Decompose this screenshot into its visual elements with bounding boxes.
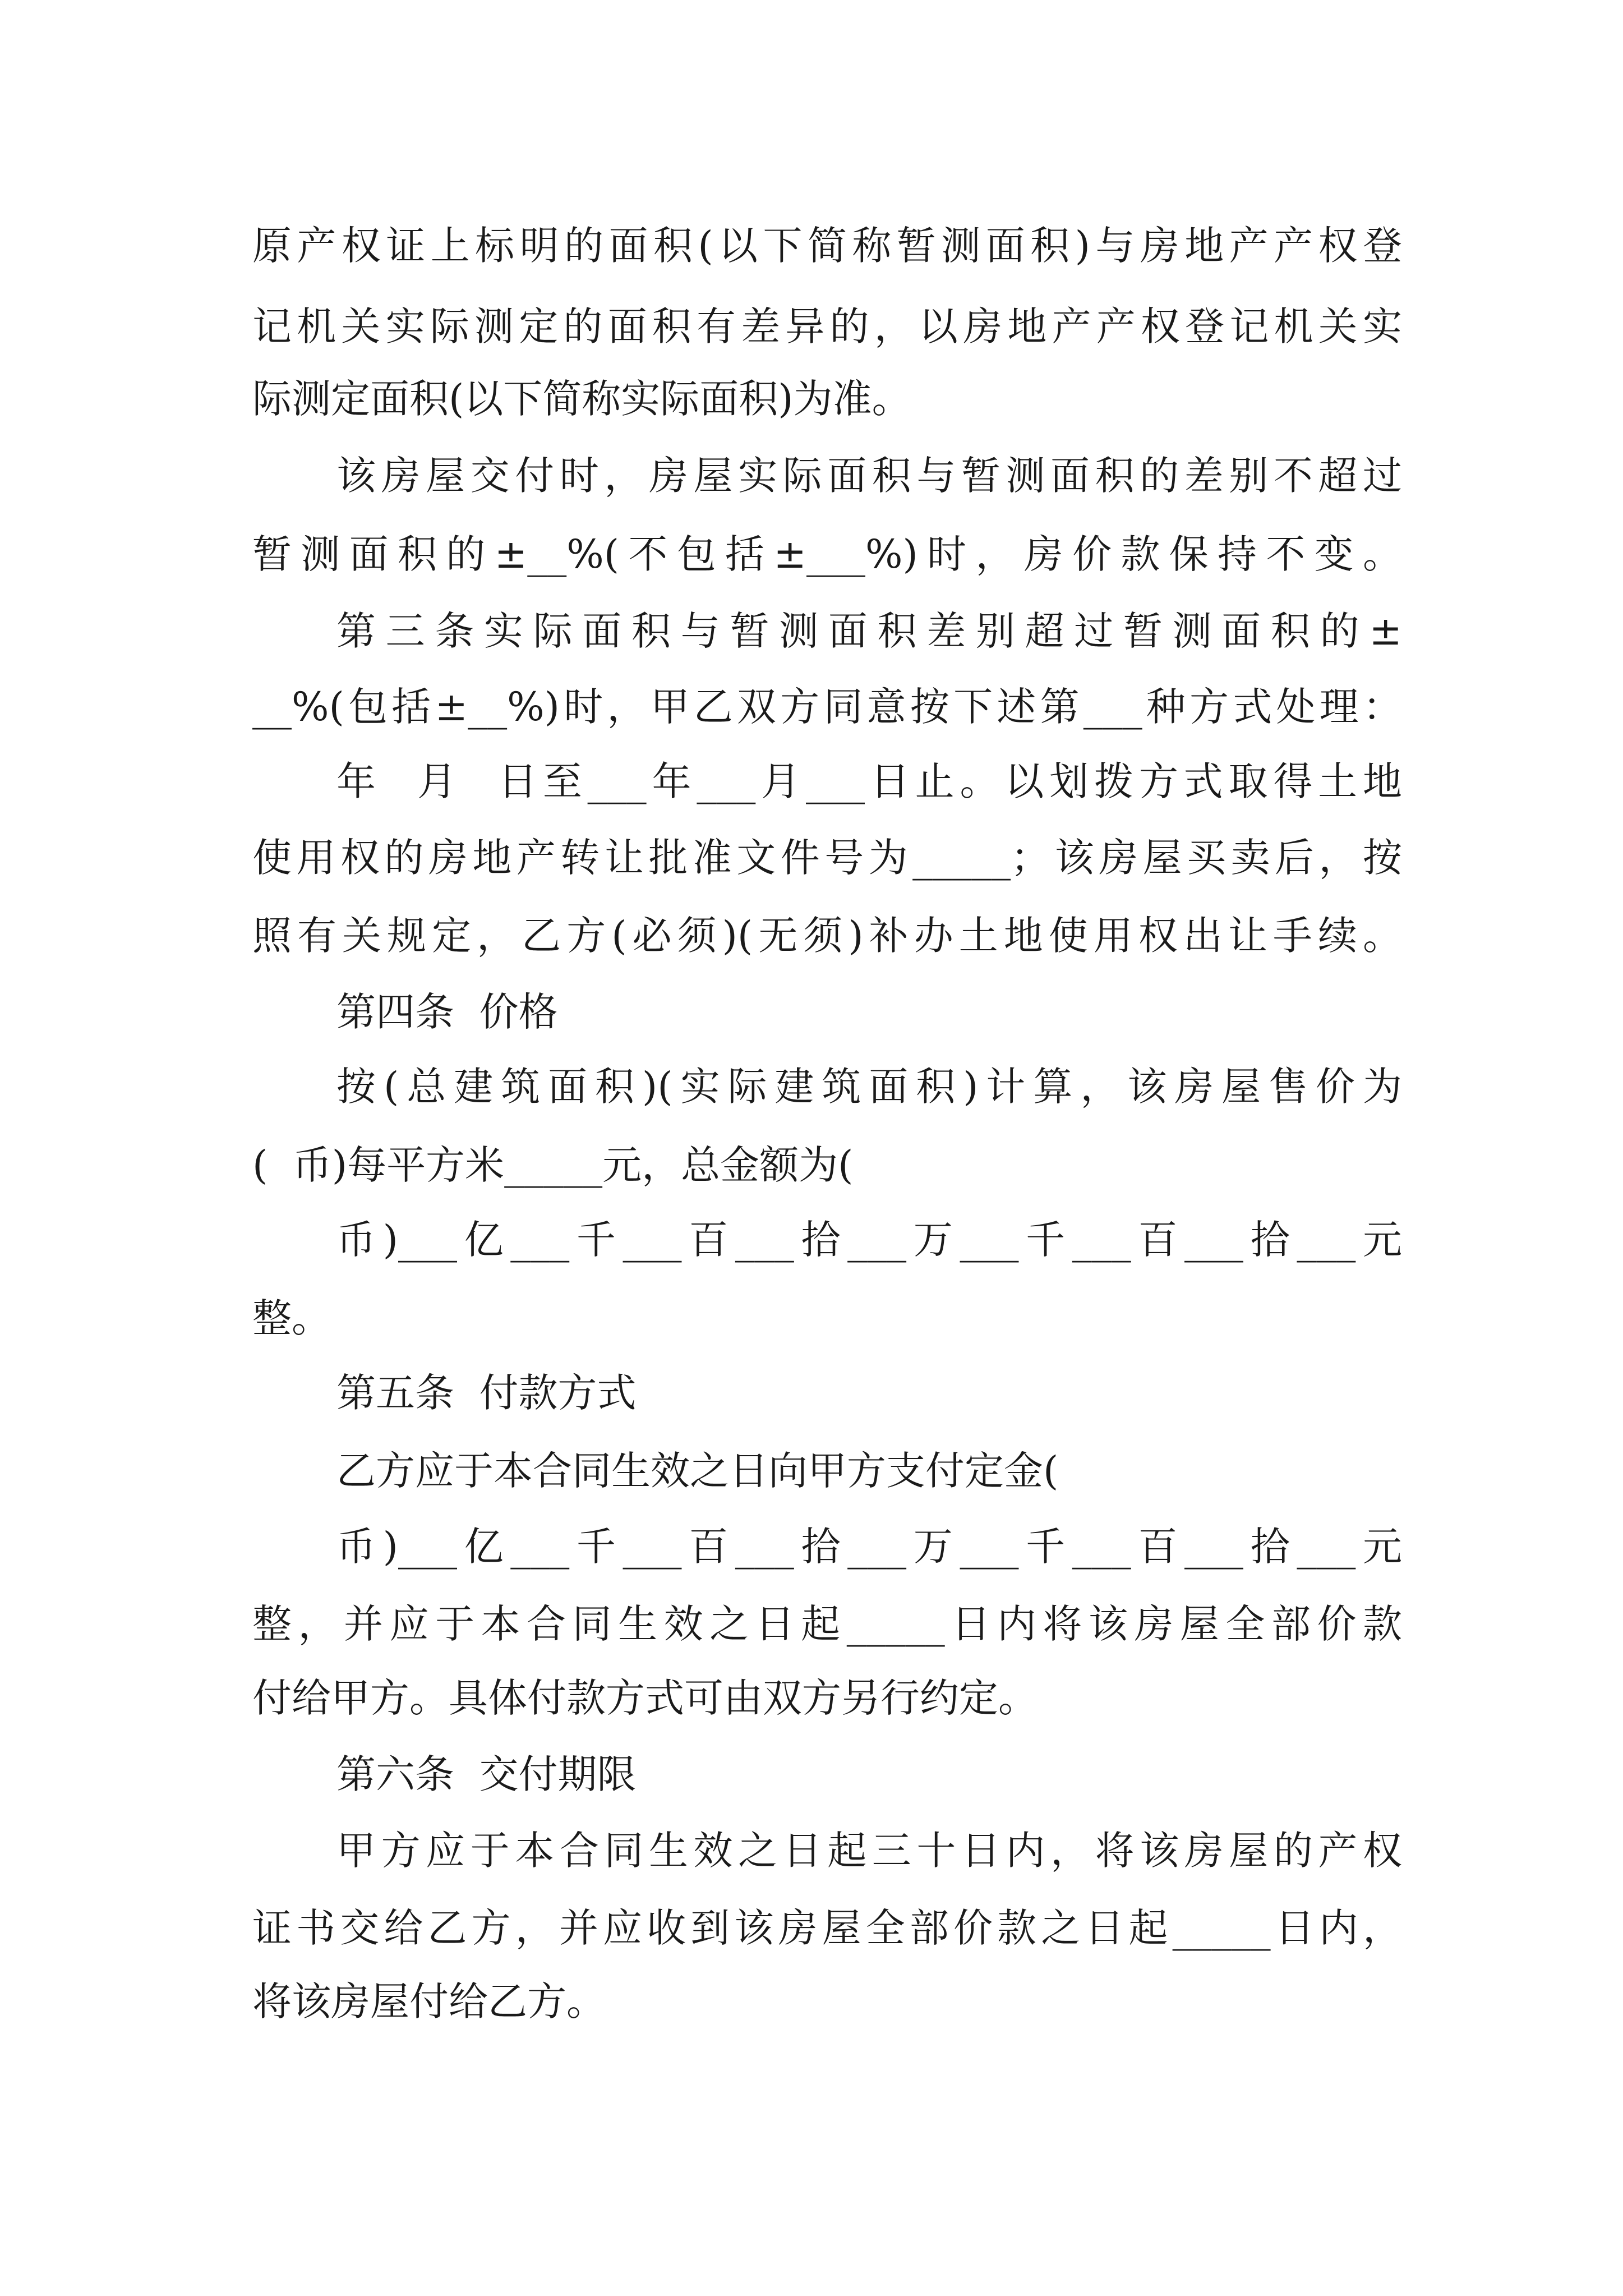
- text-line: 将该房屋付给乙方。: [252, 1978, 606, 2024]
- text-line: 整。: [252, 1295, 331, 1341]
- text-line: 原产权证上标明的面积(以下简称暂测面积)与房地产产权登: [252, 223, 1402, 269]
- section-heading: 第四条 价格: [336, 989, 558, 1035]
- text-line: 该房屋交付时，房屋实际面积与暂测面积的差别不超过: [336, 453, 1402, 499]
- text-line: 证书交给乙方，并应收到该房屋全部价款之日起_____日内，: [252, 1905, 1402, 1951]
- section-heading: 第三条实际面积与暂测面积差别超过暂测面积的±: [336, 608, 1402, 654]
- text-line: 币)___亿___千___百___拾___万___千___百___拾___元: [336, 1524, 1402, 1570]
- text-line: __%(包括±__%)时，甲乙双方同意按下述第___种方式处理：: [252, 684, 1402, 730]
- text-line: 乙方应于本合同生效之日向甲方支付定金(: [336, 1448, 1059, 1494]
- text-line: 记机关实际测定的面积有差异的，以房地产产权登记机关实: [252, 303, 1402, 349]
- text-line: 暂测面积的±__%(不包括±___%)时，房价款保持不变。: [252, 531, 1402, 577]
- section-heading: 第六条 交付期限: [336, 1751, 637, 1797]
- text-line: 年 月 日至___年___月___日止。以划拨方式取得土地: [336, 758, 1402, 804]
- text-line: 币)___亿___千___百___拾___万___千___百___拾___元: [336, 1217, 1402, 1263]
- text-line: 照有关规定，乙方(必须)(无须)补办土地使用权出让手续。: [252, 913, 1402, 959]
- text-line: 整，并应于本合同生效之日起_____日内将该房屋全部价款: [252, 1601, 1402, 1647]
- text-line: 付给甲方。具体付款方式可由双方另行约定。: [252, 1675, 1038, 1721]
- text-line: ( 币)每平方米_____元，总金额为(: [252, 1142, 854, 1188]
- text-line: 按(总建筑面积)(实际建筑面积)计算，该房屋售价为: [336, 1064, 1402, 1110]
- text-line: 际测定面积(以下简称实际面积)为准。: [252, 376, 911, 422]
- text-line: 使用权的房地产转让批准文件号为_____；该房屋买卖后，按: [252, 835, 1402, 881]
- section-heading: 第五条 付款方式: [336, 1370, 637, 1416]
- text-line: 甲方应于本合同生效之日起三十日内，将该房屋的产权: [336, 1828, 1402, 1874]
